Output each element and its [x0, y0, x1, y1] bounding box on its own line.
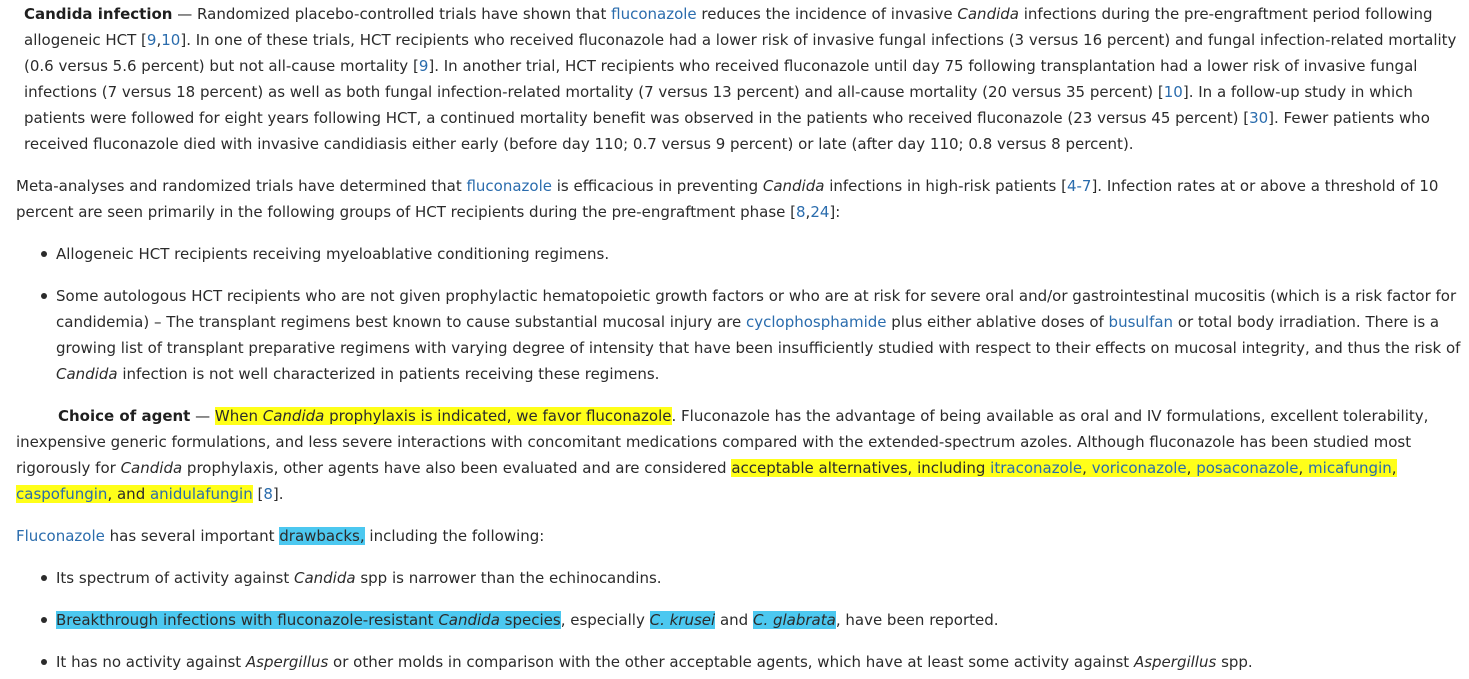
- drawbacks-paragraph: Fluconazole has several important drawbacks, including the following:: [16, 527, 545, 545]
- list-item: Allogeneic HCT recipients receiving myeloablative conditioning regimens.: [16, 241, 1461, 267]
- voriconazole-link[interactable]: voriconazole: [1091, 459, 1187, 477]
- micafungin-link[interactable]: micafungin: [1308, 459, 1392, 477]
- drawbacks-list: [16, 565, 1461, 675]
- fluconazole-link[interactable]: Fluconazole: [16, 527, 105, 545]
- posaconazole-link[interactable]: posaconazole: [1196, 459, 1299, 477]
- candida-infection-heading: Candida infection: [24, 5, 173, 23]
- reference-link[interactable]: 9: [146, 31, 157, 49]
- list-item: Breakthrough infections with fluconazole-resistant Candida species, especially C. krusei and C. glabrata, have been reported.: [16, 607, 1461, 633]
- reference-link[interactable]: 30: [1249, 109, 1269, 127]
- highlight-yellow: When Candida prophylaxis is indicated, we favor fluconazole: [214, 407, 672, 425]
- itraconazole-link[interactable]: itraconazole: [990, 459, 1083, 477]
- reference-link[interactable]: 24: [810, 203, 830, 221]
- reference-link[interactable]: 9: [418, 57, 429, 75]
- anidulafungin-link[interactable]: anidulafungin: [149, 485, 253, 503]
- highlight-blue: Breakthrough infections with fluconazole-resistant Candida species: [56, 611, 561, 629]
- reference-link[interactable]: 8: [796, 203, 806, 221]
- highlight-yellow: acceptable alternatives, including itraconazole, voriconazole, posaconazole, micafungin, caspofungin, and anidulafungin: [16, 459, 1397, 503]
- candida-infection-paragraph: Candida infection — Randomized placebo-controlled trials have shown that fluconazole reduces the incidence of invasive Candida infections during the pre-engraftment period following allogeneic HCT [9,10]. In one of these trials, HCT recipients who received fluconazole had a lower risk of invasive fungal infections (3 versus 16 percent) and fungal infection-related mortality (0.6 versus 5.6 percent) but not all-cause mortality [9]. In another trial, HCT recipients who received fluconazole until day 75 following transplantation had a lower risk of invasive fungal infections (7 versus 18 percent) as well as both fungal infection-related mortality (7 versus 13 percent) and all-cause mortality (20 versus 35 percent) [10]. In a follow-up study in which patients were followed for eight years following HCT, a continued mortality benefit was observed in the patients who received fluconazole (23 versus 45 percent) [30]. Fewer patients who received fluconazole died with invasive candidiasis either early (before day 110; 0.7 versus 9 percent) or late (after day 110; 0.8 versus 8 percent).: [24, 5, 1457, 153]
- highlight-blue: drawbacks,: [279, 527, 365, 545]
- meta-analyses-paragraph: Meta-analyses and randomized trials have determined that fluconazole is efficacious in preventing Candida infections in high-risk patients [4-7]. Infection rates at or above a threshold of 10 percent are seen primarily in the following groups of HCT recipients during the pre-engraftment phase [8,24]:: [16, 177, 1439, 221]
- fluconazole-link[interactable]: fluconazole: [466, 177, 552, 195]
- reference-link[interactable]: 10: [1163, 83, 1183, 101]
- reference-link[interactable]: 8: [263, 485, 273, 503]
- list-item: Its spectrum of activity against Candida spp is narrower than the echinocandins.: [16, 565, 1461, 591]
- list-item: It has no activity against Aspergillus or other molds in comparison with the other acceptable agents, which have at least some activity against Aspergillus spp.: [16, 649, 1461, 675]
- cyclophosphamide-link[interactable]: cyclophosphamide: [746, 313, 887, 331]
- reference-link[interactable]: 4-7: [1066, 177, 1092, 195]
- caspofungin-link[interactable]: caspofungin: [16, 485, 108, 503]
- list-item: Some autologous HCT recipients who are not given prophylactic hematopoietic growth factors or who are at risk for severe oral and/or gastrointestinal mucositis (which is a risk factor for candidemia) – The transplant regimens best known to cause substantial mucosal injury are cyclophosphamide plus either ablative doses of busulfan or total body irradiation. There is a growing list of transplant preparative regimens with varying degree of intensity that have been insufficiently studied with respect to their effects on mucosal integrity, and thus the risk of Candida infection is not well characterized in patients receiving these regimens.: [16, 283, 1461, 387]
- reference-link[interactable]: 10: [161, 31, 181, 49]
- highlight-blue: C. krusei: [649, 611, 716, 629]
- fluconazole-link[interactable]: fluconazole: [611, 5, 697, 23]
- risk-groups-list: [16, 241, 1461, 387]
- highlight-blue: C. glabrata: [752, 611, 836, 629]
- busulfan-link[interactable]: busulfan: [1108, 313, 1174, 331]
- choice-of-agent-paragraph: Choice of agent — When Candida prophylaxis is indicated, we favor fluconazole. Fluconazole has the advantage of being available as oral and IV formulations, excellent tolerability, inexpensive generic formulations, and less severe interactions with concomitant medications compared with the extended-spectrum azoles. Although fluconazole has been studied most rigorously for Candida prophylaxis, other agents have also been evaluated and are considered acceptable alternatives, including itraconazole, voriconazole, posaconazole, micafungin, caspofungin, and anidulafungin [8].: [16, 407, 1429, 503]
- choice-of-agent-heading: Choice of agent: [58, 407, 191, 425]
